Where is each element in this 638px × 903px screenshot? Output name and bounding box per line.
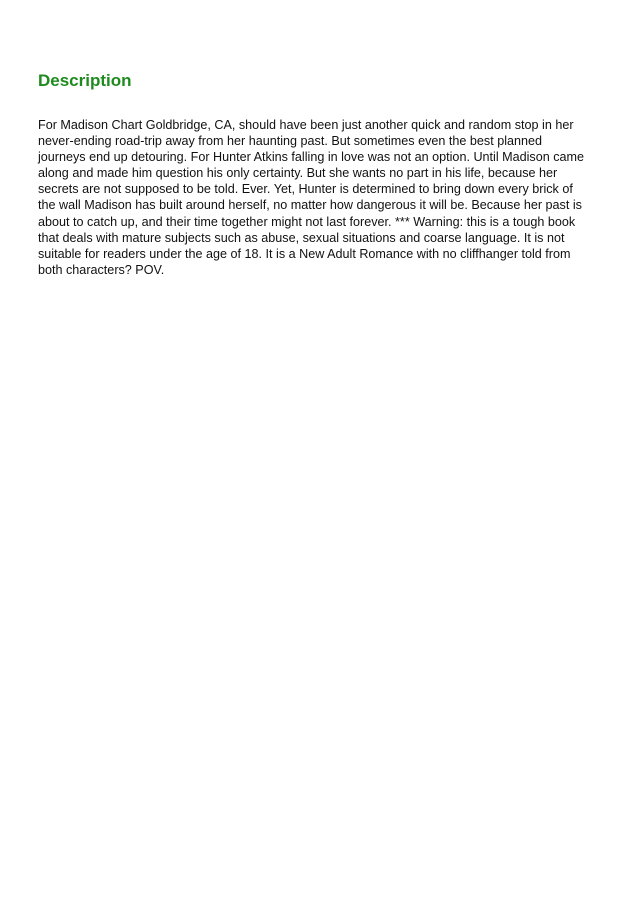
description-line: the wall Madison has built around herself, no matter how dangerous it will be. Because her past is [38, 198, 582, 213]
description-line: along and made him question his only certainty. But she wants no part in his life, because her [38, 166, 558, 181]
description-line: that deals with mature subjects such as abuse, sexual situations and coarse language. It is not [38, 230, 565, 245]
description-body [38, 117, 600, 278]
description-line: never-ending road-trip away from her haunting past. But sometimes even the best planned [38, 134, 543, 149]
description-line: about to catch up, and their time together might not last forever. *** Warning: this is a tough book [38, 214, 576, 229]
description-heading: Description [38, 71, 132, 90]
description-line: secrets are not supposed to be told. Ever. Yet, Hunter is determined to bring down every brick of [38, 182, 573, 197]
description-line: both characters? POV. [38, 262, 165, 277]
description-line: For Madison Chart Goldbridge, CA, should have been just another quick and random stop in her [38, 118, 574, 132]
description-line: suitable for readers under the age of 18. It is a New Adult Romance with no cliffhanger told from [38, 246, 571, 261]
description-line: journeys end up detouring. For Hunter Atkins falling in love was not an option. Until Madison came [38, 150, 585, 165]
